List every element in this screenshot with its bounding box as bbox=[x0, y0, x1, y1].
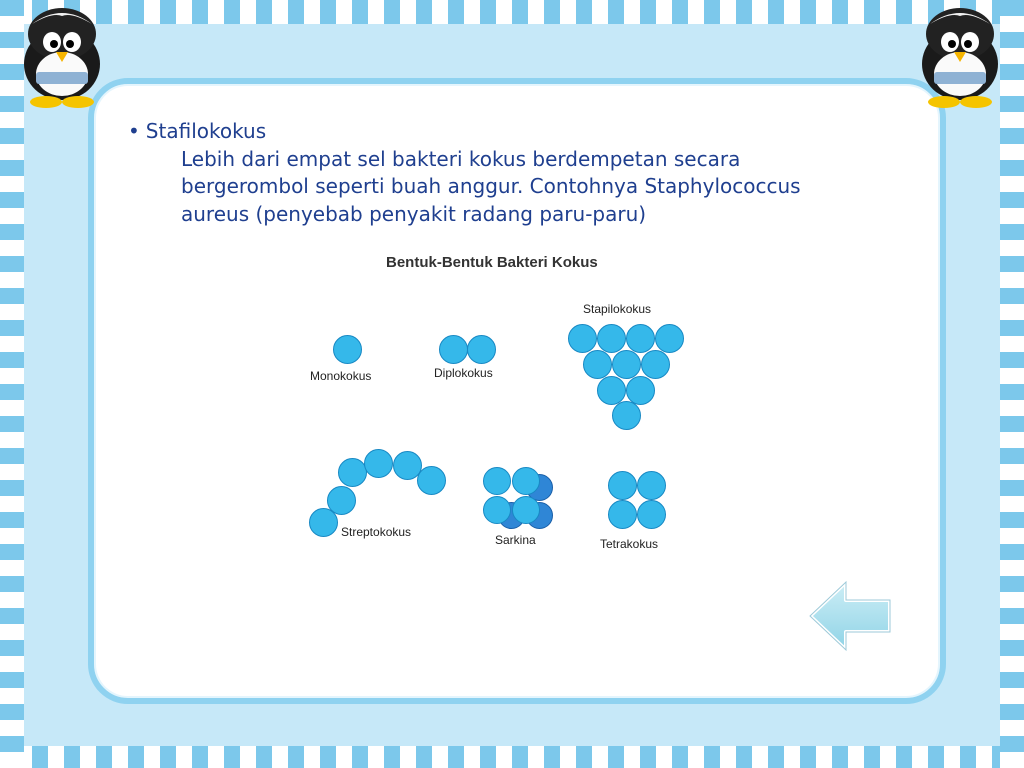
description-line: bergerombol seperti buah anggur. Contohnya Staphylococcus bbox=[181, 174, 801, 198]
description-line: aureus (penyebab penyakit radang paru-paru) bbox=[181, 201, 647, 226]
left-border-stripe bbox=[0, 0, 24, 768]
bacterium-cell bbox=[439, 335, 468, 364]
bacterium-cell bbox=[608, 471, 637, 500]
bacterium-cell bbox=[641, 350, 670, 379]
slide-text bbox=[128, 118, 918, 228]
label-monokokus: Monokokus bbox=[310, 369, 372, 383]
diagram-title: Bentuk-Bentuk Bakteri Kokus bbox=[386, 254, 598, 271]
bullet-marker: • bbox=[128, 119, 140, 143]
bacterium-cell bbox=[612, 350, 641, 379]
label-stapilokokus: Stapilokokus bbox=[583, 302, 652, 316]
label-streptokokus: Streptokokus bbox=[341, 525, 412, 539]
bacterium-cell bbox=[364, 449, 393, 478]
bullet-description bbox=[181, 146, 918, 229]
bullet-term: Stafilokokus bbox=[145, 119, 267, 143]
cocci-shapes-diagram bbox=[300, 246, 700, 562]
top-border-stripe bbox=[0, 0, 1024, 24]
bacterium-cell bbox=[338, 458, 367, 487]
bacterium-cell bbox=[417, 466, 446, 495]
bacterium-cell bbox=[637, 500, 666, 529]
bacterium-cell bbox=[626, 324, 655, 353]
label-tetrakokus: Tetrakokus bbox=[600, 537, 659, 551]
bacterium-cell bbox=[483, 467, 511, 495]
bacterium-cell bbox=[512, 496, 540, 524]
bacterium-cell bbox=[327, 486, 356, 515]
bacterium-cell bbox=[583, 350, 612, 379]
bacterium-cell bbox=[512, 467, 540, 495]
right-border-stripe bbox=[1000, 0, 1024, 768]
left-arrow-icon[interactable] bbox=[806, 578, 894, 654]
bacterium-cell bbox=[483, 496, 511, 524]
bacterium-cell bbox=[608, 500, 637, 529]
description-line: Lebih dari empat sel bakteri kokus berdempetan secara bbox=[181, 146, 741, 171]
bacterium-cell bbox=[597, 324, 626, 353]
bacterium-cell bbox=[637, 471, 666, 500]
bottom-border-stripe bbox=[0, 746, 1024, 768]
label-diplokokus: Diplokokus bbox=[434, 366, 493, 380]
label-sarkina: Sarkina bbox=[495, 533, 536, 547]
penguin-icon bbox=[12, 4, 112, 108]
bacterium-cell bbox=[612, 401, 641, 430]
bullet-item bbox=[128, 118, 918, 146]
bacterium-cell bbox=[568, 324, 597, 353]
bacterium-cell bbox=[333, 335, 362, 364]
penguin-icon bbox=[910, 4, 1010, 108]
bacterium-cell bbox=[467, 335, 496, 364]
bacterium-cell bbox=[655, 324, 684, 353]
